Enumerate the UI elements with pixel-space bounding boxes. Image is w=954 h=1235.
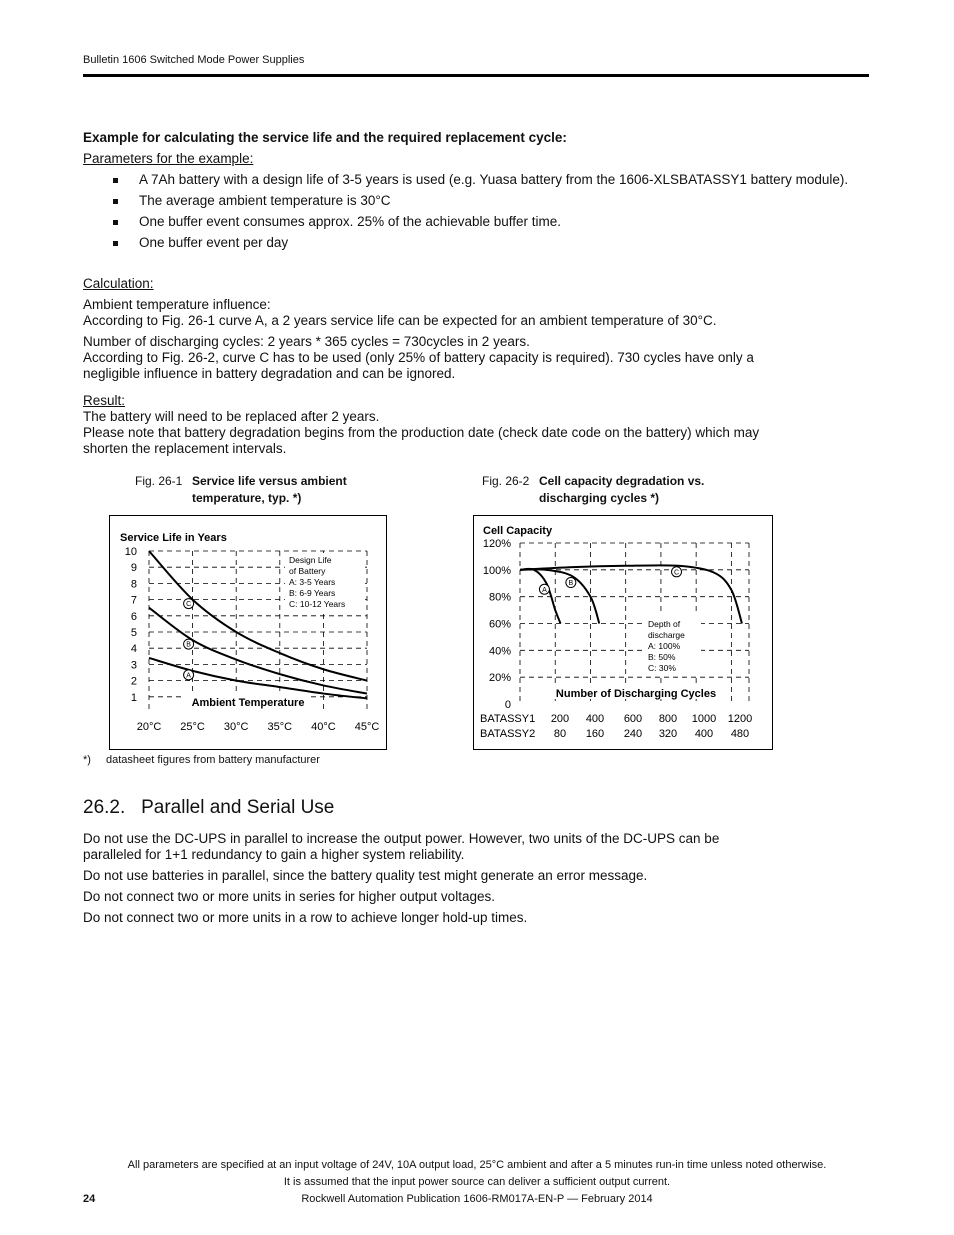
legend-title: Design Life xyxy=(289,555,332,565)
header-rule xyxy=(83,74,869,77)
x-tick-label: 1000 xyxy=(691,713,717,725)
series-marker-label: A xyxy=(542,586,547,594)
footnote-mark: *) xyxy=(83,754,91,766)
y-tick-label: 120% xyxy=(482,538,511,550)
x-axis-label: Number of Discharging Cycles xyxy=(555,688,717,700)
x-tick-label: 20°C xyxy=(136,721,162,733)
calc-paragraph-2: Number of discharging cycles: 2 years * 365 cycles = 730cycles in 2 years. According to Fig. 26-2, curve C has to be used (only 25% of battery capacity is required). 730 cycles have only a negligible influence in battery degradation and can be ignored. xyxy=(83,334,754,381)
calc-label: Calculation: xyxy=(83,276,154,291)
x-tick-label: 400 xyxy=(694,728,714,740)
fig2-title-line2: discharging cycles *) xyxy=(539,491,660,505)
y-tick-label: 9 xyxy=(130,562,137,575)
list-item: A 7Ah battery with a design life of 3-5 years is used (e.g. Yuasa battery from the 1606-XLSBATASSY1 battery module). xyxy=(83,172,848,193)
x-row-label: BATASSY1 xyxy=(480,713,536,725)
fig2-caption xyxy=(482,473,704,507)
series-marker-label: B xyxy=(568,580,574,588)
calc-paragraph-1: Ambient temperature influence: According to Fig. 26-1 curve A, a 2 years service life can be expected for an ambient temperature of 30°C. xyxy=(83,297,717,328)
page-number: 24 xyxy=(83,1193,96,1205)
params-label: Parameters for the example: xyxy=(83,151,254,166)
x-tick-label: 240 xyxy=(623,728,643,740)
x-axis-label: Ambient Temperature xyxy=(191,697,305,709)
example-heading: Example for calculating the service life and the required replacement cycle: xyxy=(83,130,567,145)
fig1-number: Fig. 26-1 xyxy=(135,474,183,488)
publication-info: Rockwell Automation Publication 1606-RM017A-EN-P — February 2014 xyxy=(301,1193,653,1205)
y-tick-label: 3 xyxy=(130,659,137,672)
x-tick-label: 800 xyxy=(658,713,678,725)
params-list xyxy=(83,172,848,256)
section-paragraph-3: Do not connect two or more units in series for higher output voltages. xyxy=(83,889,495,904)
footer-note-2: It is assumed that the input power source can deliver a sufficient output current. xyxy=(283,1176,671,1188)
x-tick-label: 40°C xyxy=(311,721,336,733)
y-tick-label: 80% xyxy=(488,591,511,604)
y-tick-label: 100% xyxy=(482,564,511,577)
bullet-icon xyxy=(113,241,118,246)
legend-entry: A: 3-5 Years xyxy=(289,577,336,587)
fig2-title-line1: Cell capacity degradation vs. xyxy=(539,474,705,488)
x-row-label: BATASSY2 xyxy=(480,728,536,740)
y-tick-label: 20% xyxy=(488,672,511,685)
series-marker-label: C xyxy=(674,569,680,577)
legend-entry: A: 100% xyxy=(648,641,681,651)
series-marker-label: A xyxy=(186,672,191,680)
y-tick-label: 4 xyxy=(130,643,137,656)
y-axis-label: Cell Capacity xyxy=(483,525,553,537)
x-tick-label: 30°C xyxy=(223,721,249,733)
x-tick-label: 320 xyxy=(658,728,678,740)
legend-entry: B: 50% xyxy=(648,652,676,662)
x-tick-label: 35°C xyxy=(267,721,293,733)
list-item: One buffer event consumes approx. 25% of the achievable buffer time. xyxy=(83,214,848,235)
fig-footnote xyxy=(83,754,320,766)
x-tick-label: 400 xyxy=(585,713,605,725)
footnote-text: datasheet figures from battery manufacturer xyxy=(105,754,320,766)
y-tick-label: 7 xyxy=(130,594,137,607)
y-tick-label: 2 xyxy=(130,675,137,688)
x-tick-label: 160 xyxy=(585,728,605,740)
y-axis-label: Service Life in Years xyxy=(120,532,227,544)
y-tick-label: 8 xyxy=(130,578,137,591)
series-marker-label: C xyxy=(186,601,192,609)
bullet-icon xyxy=(113,220,118,225)
y-tick-label: 1 xyxy=(130,691,137,704)
y-tick-label: 40% xyxy=(488,645,511,658)
legend-title: discharge xyxy=(648,630,685,640)
legend-entry: C: 30% xyxy=(648,663,676,673)
y-tick-label: 0 xyxy=(504,699,511,711)
x-tick-label: 25°C xyxy=(180,721,205,733)
y-tick-label: 60% xyxy=(488,618,511,631)
list-item: One buffer event per day xyxy=(83,235,848,256)
fig2-number: Fig. 26-2 xyxy=(482,474,530,488)
bullet-icon xyxy=(113,199,118,204)
series-line xyxy=(520,569,561,624)
legend-title: Depth of xyxy=(648,619,681,629)
section-paragraph-4: Do not connect two or more units in a row to achieve longer hold-up times. xyxy=(83,910,528,925)
x-tick-label: 200 xyxy=(550,713,570,725)
y-tick-label: 10 xyxy=(124,546,137,558)
section-title: 26.2. Parallel and Serial Use xyxy=(83,797,335,818)
y-tick-label: 6 xyxy=(130,610,137,623)
footer-note-1: All parameters are specified at an input voltage of 24V, 10A output load, 25°C ambient and after a 5 minutes run-in time unless noted otherwise. xyxy=(127,1159,827,1171)
service-life-chart xyxy=(109,515,387,750)
series-line xyxy=(149,658,367,699)
legend-entry: C: 10-12 Years xyxy=(289,599,346,609)
series-line xyxy=(520,565,742,623)
chart-frame xyxy=(110,516,387,750)
result-label: Result: xyxy=(83,393,126,408)
x-tick-label: 1200 xyxy=(727,713,753,725)
list-item: The average ambient temperature is 30°C xyxy=(83,193,848,214)
fig1-caption xyxy=(135,473,347,507)
series-marker-label: B xyxy=(186,641,191,649)
y-tick-label: 5 xyxy=(130,627,137,639)
legend-title: of Battery xyxy=(289,566,326,576)
x-tick-label: 600 xyxy=(623,713,643,725)
result-paragraph: The battery will need to be replaced after 2 years. Please note that battery degradation begins from the production date (check date code on the battery) which may shorten the replacement intervals. xyxy=(83,409,760,456)
section-paragraph-1: Do not use the DC-UPS in parallel to increase the output power. However, two units of the DC-UPS can be paralleled for 1+1 redundancy to gain a higher system reliability. xyxy=(83,831,720,862)
legend-entry: B: 6-9 Years xyxy=(289,588,336,598)
x-tick-label: 480 xyxy=(730,728,750,740)
x-tick-label: 45°C xyxy=(354,721,380,733)
fig1-title-line1: Service life versus ambient xyxy=(192,474,347,488)
fig1-title-line2: temperature, typ. *) xyxy=(192,491,302,505)
header-title: Bulletin 1606 Switched Mode Power Supplies xyxy=(83,54,305,66)
section-paragraph-2: Do not use batteries in parallel, since the battery quality test might generate an error message. xyxy=(83,868,648,883)
x-tick-label: 80 xyxy=(553,728,567,740)
bullet-icon xyxy=(113,178,118,183)
cell-capacity-chart xyxy=(473,515,773,750)
